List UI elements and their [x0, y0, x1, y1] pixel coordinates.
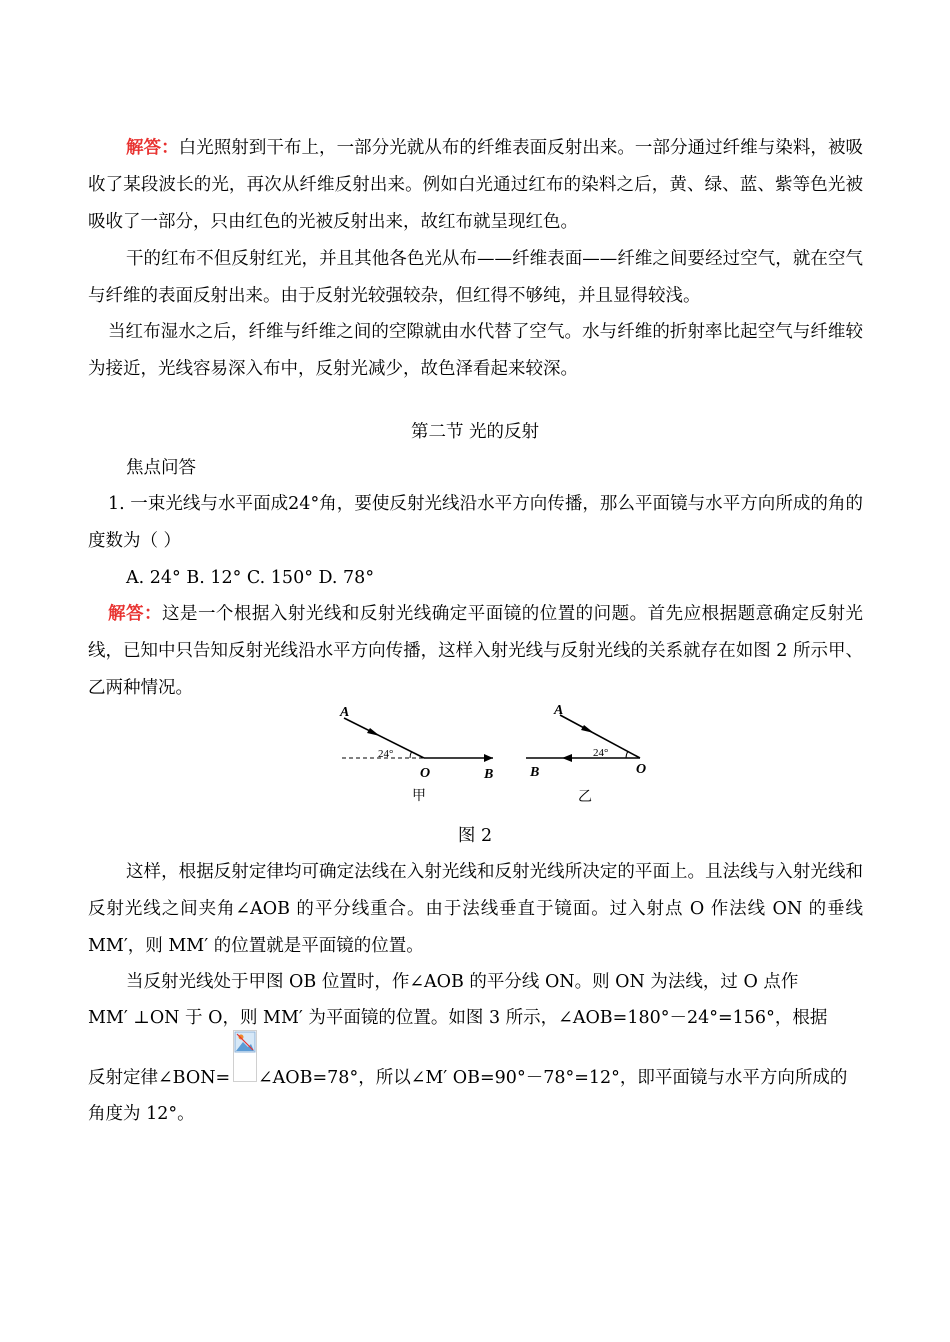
- paragraph-5-line-4: 角度为 12°。: [88, 1104, 195, 1124]
- answer-options: A. 24° B. 12° C. 150° D. 78°: [126, 568, 375, 588]
- angle-arc: [410, 752, 412, 758]
- reflected-arrow-icon: [484, 754, 493, 762]
- label-o-left: O: [420, 766, 431, 781]
- label-b-left: B: [484, 767, 494, 782]
- question-1: 1. 一束光线与水平面成24°角，要使反射光线沿水平方向传播，那么平面镜与水平方向所成的角的度数为（ ）: [88, 494, 863, 551]
- figure-2-label: 图 2: [457, 826, 493, 846]
- reflected-arrow-right-icon: [562, 754, 572, 762]
- answer-text-1: 白光照射到干布上，一部分光就从布的纤维表面反射出来。一部分通过纤维与染料，被吸收了某段波长的光，再次从纤维反射出来。例如白光通过红布的染料之后，黄、绿、蓝、紫等色光被吸收了一部分，只由红色的光被反射出来，故红布就呈现红色。: [88, 138, 864, 232]
- paragraph-5-line-3b: ∠AOB=78°，所以∠M′ OB=90°－78°=12°，即平面镜与水平方向所成的: [258, 1068, 848, 1088]
- answer-paragraph-1: [88, 130, 863, 241]
- diagram-left: [339, 705, 493, 804]
- incident-arrow-icon: [367, 728, 380, 736]
- answer-paragraph-2: [88, 596, 863, 707]
- answer-label: 解答：: [126, 138, 179, 158]
- caption-jia: 甲: [412, 789, 426, 804]
- label-a-left: A: [340, 705, 350, 720]
- answer-text-2: 这是一个根据入射光线和反射光线确定平面镜的位置的问题。首先应根据题意确定反射光线，已知中只告知反射光线沿水平方向传播，这样入射光线与反射光线的关系就存在如图 2 所示甲、乙两种情况。: [88, 604, 864, 698]
- answer-label-2: 解答：: [108, 604, 162, 624]
- paragraph-wet-cloth: 当红布湿水之后，纤维与纤维之间的空隙就由水代替了空气。水与纤维的折射率比起空气与纤维较为接近，光线容易深入布中，反射光减少，故色泽看起来较深。: [88, 322, 863, 379]
- incident-arrow-right-icon: [581, 725, 594, 733]
- angle-label-left: 24°: [378, 748, 394, 760]
- label-o-right: O: [636, 762, 647, 777]
- caption-yi: 乙: [578, 790, 592, 805]
- subsection-title: 焦点问答: [126, 458, 196, 478]
- figure-2-diagram: [330, 698, 660, 810]
- label-a-right: A: [554, 703, 564, 718]
- paragraph-5-line-3a: 反射定律∠BON=: [88, 1068, 231, 1088]
- section-title: 第二节 光的反射: [410, 422, 540, 442]
- paragraph-5-line-1: 当反射光线处于甲图 OB 位置时，作∠AOB 的平分线 ON。则 ON 为法线，过 O 点作: [126, 972, 799, 992]
- broken-image-icon: [233, 1030, 257, 1082]
- paragraph-dry-cloth: 干的红布不但反射红光，并且其他各色光从布——纤维表面——纤维之间要经过空气，就在空气与纤维的表面反射出来。由于反射光较强较杂，但红得不够纯，并且显得较浅。: [88, 249, 863, 306]
- label-b-right: B: [530, 765, 540, 780]
- paragraph-5-line-2: MM′ ⊥ON 于 O，则 MM′ 为平面镜的位置。如图 3 所示，∠AOB=180°－24°=156°，根据: [88, 1008, 828, 1028]
- paragraph-normal-line: 这样，根据反射定律均可确定法线在入射光线和反射光线所决定的平面上。且法线与入射光线和反射光线之间夹角∠AOB 的平分线重合。由于法线垂直于镜面。过入射点 O 作法线 ON 的垂线 MM′，则 MM′ 的位置就是平面镜的位置。: [88, 862, 863, 956]
- angle-arc-right: [626, 751, 628, 758]
- diagram-right: [526, 703, 646, 805]
- angle-label-right: 24°: [593, 747, 609, 759]
